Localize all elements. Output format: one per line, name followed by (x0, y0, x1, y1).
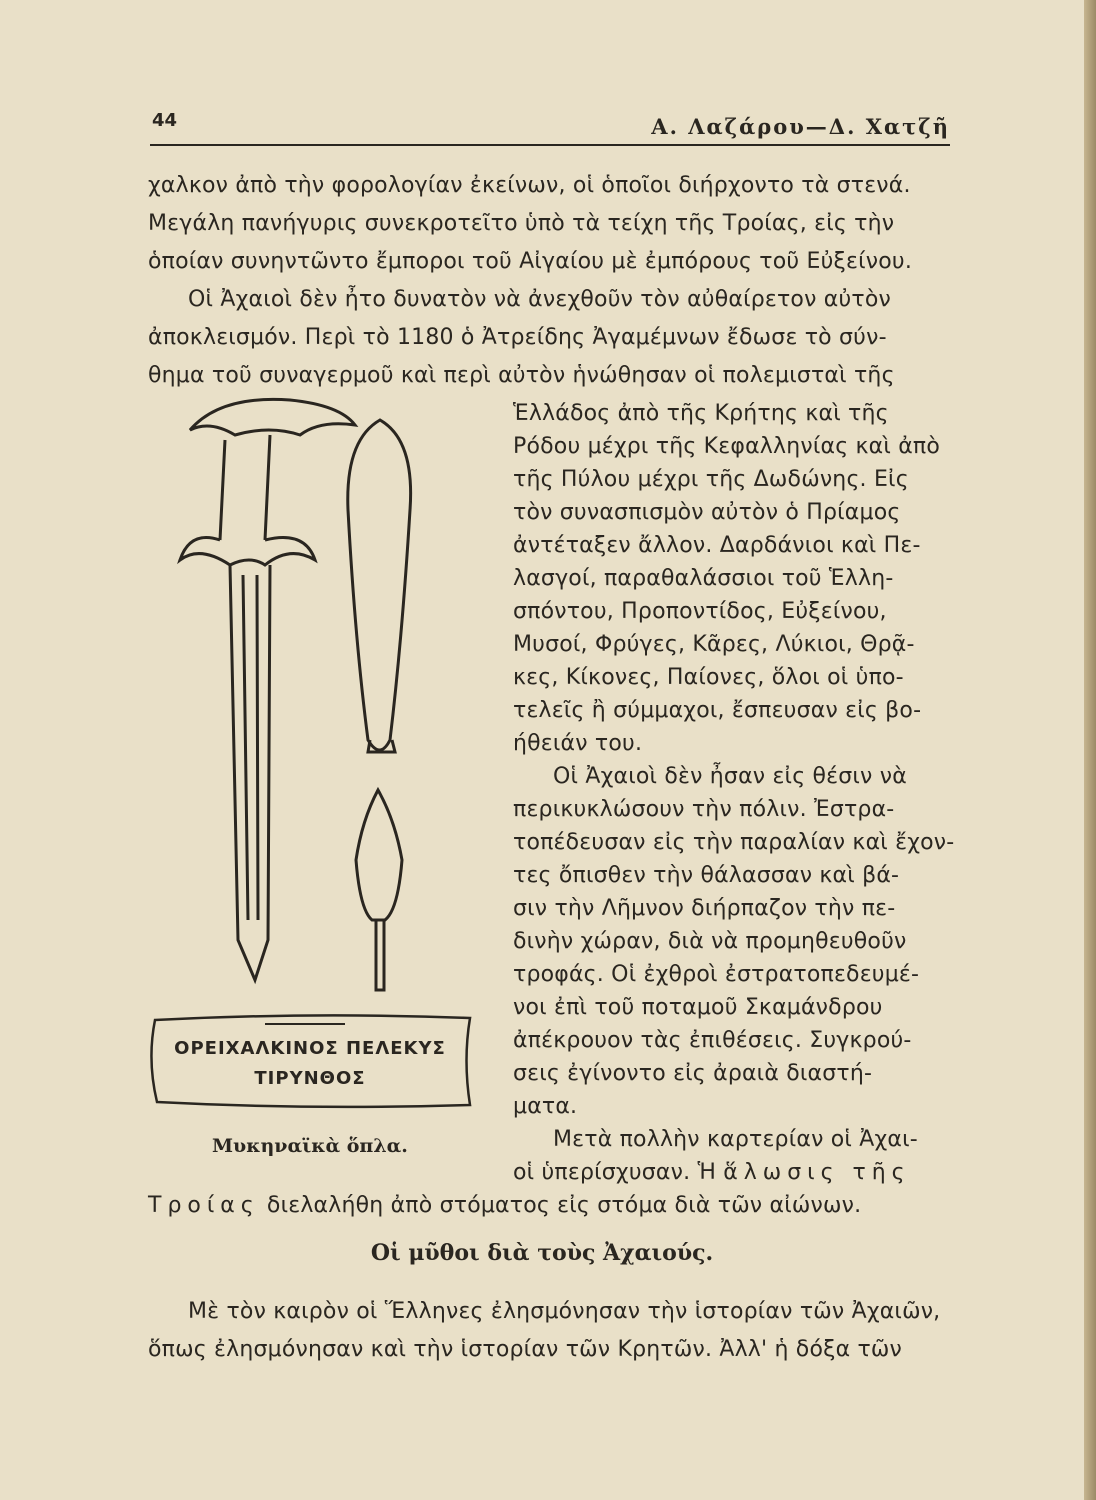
column-line: Ἑλλάδος ἀπὸ τῆς Κρήτης καὶ τῆς (513, 401, 889, 426)
column-line: Μυσοί, Φρύγες, Κᾶρες, Λύκιοι, Θρᾷ- (513, 632, 915, 657)
column-line: τοπέδευσαν εἰς τὴν παραλίαν καὶ ἔχον- (513, 830, 955, 855)
column-line: σιν τὴν Λῆμνον διήρπαζον τὴν πε- (513, 896, 896, 921)
column-line: τροφάς. Οἱ ἐχθροὶ ἐστρατοπεδευμέ- (513, 962, 920, 987)
column-line: τῆς Πύλου μέχρι τῆς Δωδώνης. Εἰς (513, 467, 909, 492)
label-line-2: ΤΙΡΥΝΘΟΣ (254, 1068, 366, 1089)
page-spine (1084, 0, 1096, 1500)
column-line: λασγοί, παραθαλάσσιοι τοῦ Ἑλλη- (513, 566, 894, 591)
column-line: ἀπέκρουον τὰς ἐπιθέσεις. Συγκρού- (513, 1028, 912, 1053)
label-line-1: ΟΡΕΙΧΑΛΚΙΝΟΣ ΠΕΛΕΚΥΣ (174, 1038, 446, 1059)
column-line: ἀντέταξεν ἄλλον. Δαρδάνιοι καὶ Πε- (513, 533, 921, 558)
column-line: σπόντου, Προποντίδος, Εὐξείνου, (513, 599, 887, 624)
section-line: ὅπως ἐλησμόνησαν καὶ τὴν ἱστορίαν τῶν Κρητῶν. Ἀλλ' ἡ δόξα τῶν (148, 1337, 903, 1362)
column-line: Ρόδου μέχρι τῆς Κεφαλληνίας καὶ ἀπὸ (513, 434, 941, 459)
full-last-line: Τροίας διελαλήθη ἀπὸ στόματος εἰς στόμα διὰ τῶν αἰώνων. (148, 1190, 948, 1222)
body-line: Οἱ Ἀχαιοὶ δὲν ἦτο δυνατὸν νὰ ἀνεχθοῦν τὸν αὐθαίρετον αὐτὸν (188, 287, 891, 312)
section-line: Μὲ τὸν καιρὸν οἱ Ἕλληνες ἐλησμόνησαν τὴν ἱστορίαν τῶν Ἀχαιῶν, (188, 1299, 941, 1324)
column-line: δινὴν χώραν, διὰ νὰ προμηθευθοῦν (513, 929, 907, 954)
header-author: Α. Λαζάρου—Δ. Χατζῆ (651, 114, 950, 139)
body-line: Μεγάλη πανήγυρις συνεκροτεῖτο ὑπὸ τὰ τείχη τῆς Τροίας, εἰς τὴν (148, 211, 895, 236)
column-line: περικυκλώσουν τὴν πόλιν. Ἐστρα- (513, 797, 895, 822)
page-number: 44 (152, 110, 178, 131)
figure-caption: Μυκηναϊκὰ ὅπλα. (212, 1135, 408, 1157)
running-head (150, 104, 950, 146)
column-line: ήθειάν του. (513, 731, 643, 756)
section-heading: Οἱ μῦθοι διὰ τοὺς Ἀχαιούς. (370, 1240, 714, 1266)
column-line: Οἱ Ἀχαιοὶ δὲν ἦσαν εἰς θέσιν νὰ (553, 764, 907, 789)
column-line: ματα. (513, 1094, 578, 1119)
body-line: ὁποίαν συνηντῶντο ἔμποροι τοῦ Αἰγαίου μὲ ἐμπόρους τοῦ Εὐξείνου. (148, 249, 913, 274)
body-line: ἀποκλεισμόν. Περὶ τὸ 1180 ὁ Ἀτρείδης Ἀγαμέμνων ἔδωσε τὸ σύν- (148, 325, 887, 350)
column-line: Μετὰ πολλὴν καρτερίαν οἱ Ἀχαι- (553, 1124, 973, 1156)
column-line: σεις ἐγίνοντο εἰς ἀραιὰ διαστή- (513, 1061, 873, 1086)
body-line: θημα τοῦ συναγερμοῦ καὶ περὶ αὐτὸν ἡνώθησαν οἱ πολεμισταὶ τῆς (148, 363, 895, 388)
figure-label (145, 1010, 475, 1110)
column-line: κες, Κίκονες, Παίονες, ὅλοι οἱ ὑπο- (513, 665, 904, 690)
column-line: τὸν συνασπισμὸν αὐτὸν ὁ Πρίαμος (513, 500, 901, 525)
column-line: τες ὄπισθεν τὴν θάλασσαν καὶ βά- (513, 863, 900, 888)
column-line: νοι ἐπὶ τοῦ ποταμοῦ Σκαμάνδρου (513, 995, 883, 1020)
column-line: τελεῖς ἢ σύμμαχοι, ἔσπευσαν εἰς βο- (513, 698, 922, 723)
body-line: χαλκον ἀπὸ τὴν φορολογίαν ἐκείνων, οἱ ὁποῖοι διήρχοντο τὰ στενά. (148, 173, 911, 198)
column-last-line: οἱ ὑπερίσχυσαν. Ἡ ἅλωσις τῆς (513, 1157, 953, 1189)
